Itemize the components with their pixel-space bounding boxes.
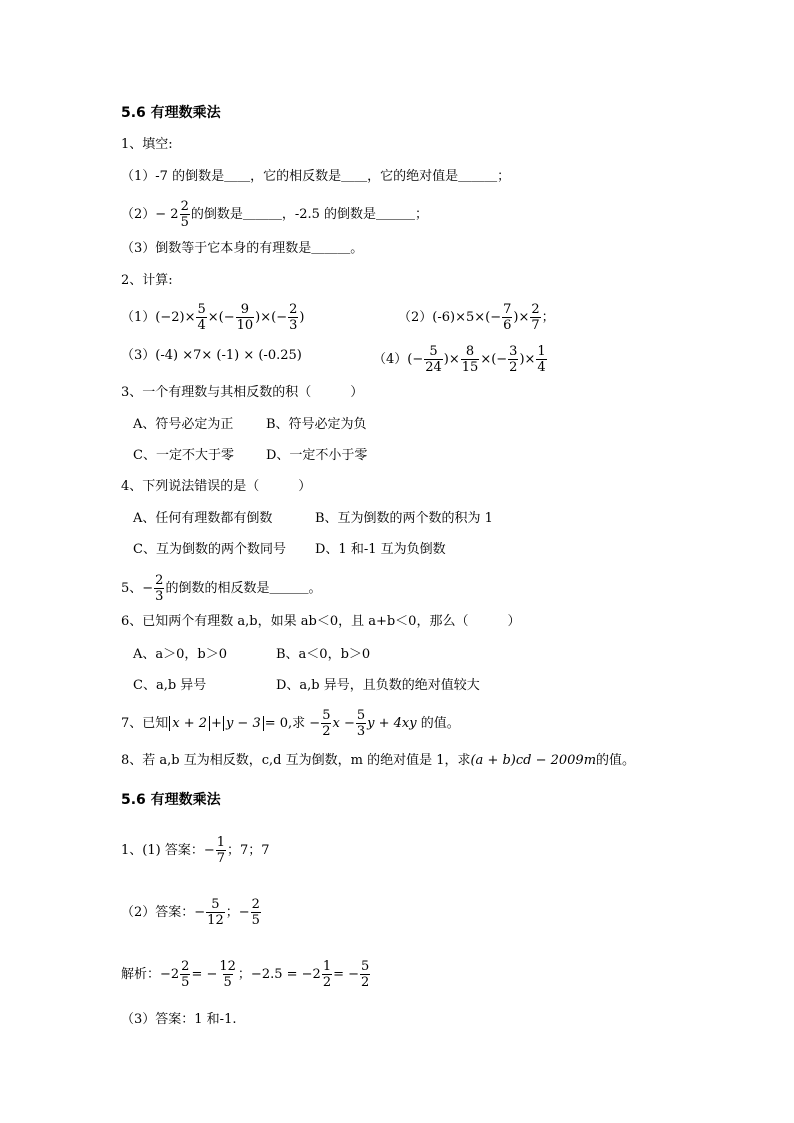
explanation-prefix: 解析：−2 xyxy=(121,967,180,982)
answer-1-1 xyxy=(121,836,270,865)
q7-mid: = 0,求 − xyxy=(264,716,321,731)
numerator: 3 xyxy=(509,344,518,359)
q2-part4-prefix: （4） xyxy=(373,352,408,367)
q3-label: 3、一个有理数与其相反数的积（ ） xyxy=(121,385,364,400)
numerator: 1 xyxy=(537,344,546,359)
explanation-mid: ；−2.5 = −2 xyxy=(237,967,321,982)
denominator: 6 xyxy=(503,318,512,333)
numerator: 1 xyxy=(216,835,225,850)
answer-1-2-explanation xyxy=(121,960,371,989)
q2-part2 xyxy=(398,303,555,332)
q5-fraction xyxy=(154,574,164,603)
explanation-equals: = − xyxy=(333,967,360,982)
q6-option-d: D、a,b 异号，且负数的绝对值较大 xyxy=(276,678,480,693)
denominator: 3 xyxy=(356,724,366,739)
q2-part1-op: ×(− xyxy=(207,310,235,325)
numerator: 5 xyxy=(356,708,366,723)
answer-1-2-fraction1 xyxy=(206,898,225,927)
answer-1-2-fraction2 xyxy=(251,898,261,927)
q5-prefix: 5、− xyxy=(121,581,154,596)
q2-part2-prefix: （2）(-6)×5×(− xyxy=(398,310,502,325)
q2-part3: （3）(-4) ×7× (-1) × (-0.25) xyxy=(121,348,302,363)
q2-part4-op: )× xyxy=(519,352,536,367)
q5-text: 的倒数的相反数是＿＿＿。 xyxy=(165,581,322,596)
numerator: 2 xyxy=(181,959,190,974)
q3-option-d: D、一定不小于零 xyxy=(266,448,368,463)
denominator: 3 xyxy=(289,318,298,333)
explanation-fraction4 xyxy=(360,960,370,989)
q2-part4 xyxy=(373,345,548,374)
denominator: 2 xyxy=(509,360,518,375)
explanation-fraction3 xyxy=(322,960,332,989)
q7-abs-y: y − 3 xyxy=(223,716,264,731)
numerator: 7 xyxy=(503,302,512,317)
q1-part2-fraction xyxy=(180,200,190,229)
explanation-fraction1 xyxy=(180,960,190,989)
q1-part2-prefix: （2） xyxy=(121,207,156,222)
q2-part4-op: ×(− xyxy=(480,352,508,367)
denominator: 24 xyxy=(425,360,442,375)
denominator: 4 xyxy=(537,360,546,375)
q2-part1-prefix: （1） xyxy=(121,310,156,325)
q4-option-a: A、任何有理数都有倒数 xyxy=(133,511,273,526)
numerator: 5 xyxy=(361,959,370,974)
answer-1-3: （3）答案：1 和-1. xyxy=(121,1012,237,1027)
numerator: 2 xyxy=(155,573,164,588)
q1-label: 1、填空: xyxy=(121,137,173,152)
numerator: 1 xyxy=(322,959,332,974)
denominator: 5 xyxy=(181,975,190,990)
denominator: 15 xyxy=(461,360,479,375)
q2-part4-fraction4 xyxy=(536,345,546,374)
numerator: 12 xyxy=(219,959,236,974)
numerator: 5 xyxy=(197,302,206,317)
q1-part2-minus: − 2 xyxy=(155,207,179,222)
q8 xyxy=(121,751,635,771)
q2-part1-term: (−2)× xyxy=(155,310,196,325)
q2-part4-op: )× xyxy=(443,352,460,367)
numerator: 5 xyxy=(429,344,438,359)
q1-part2-text: 的倒数是＿＿＿，-2.5 的倒数是＿＿＿； xyxy=(190,207,429,222)
denominator: 2 xyxy=(322,724,331,739)
q7-tail: y + 4xy xyxy=(367,716,417,731)
numerator: 5 xyxy=(211,897,220,912)
q6-option-b: B、a＜0，b＞0 xyxy=(276,647,371,662)
q2-part4-op: (− xyxy=(407,352,424,367)
q2-part2-op: )× xyxy=(513,310,530,325)
q2-part1 xyxy=(121,303,304,332)
q2-part2-fraction1 xyxy=(502,303,512,332)
q6-option-a: A、a＞0，b＞0 xyxy=(133,647,228,662)
answer-1-1-fraction xyxy=(216,836,226,865)
q7 xyxy=(121,709,460,738)
q2-part4-fraction3 xyxy=(508,345,518,374)
q1-part3: （3）倒数等于它本身的有理数是＿＿＿。 xyxy=(121,241,364,256)
denominator: 5 xyxy=(223,975,232,990)
explanation-fraction2 xyxy=(218,960,237,989)
numerator: 9 xyxy=(240,302,250,317)
denominator: 4 xyxy=(197,318,206,333)
denominator: 12 xyxy=(207,913,224,928)
q2-part2-fraction2 xyxy=(530,303,540,332)
q8-expression: (a + b)cd − 2009m xyxy=(470,753,597,768)
q7-prefix: 7、已知 xyxy=(121,716,169,731)
q8-text: 的值。 xyxy=(596,753,636,768)
q2-part1-op: )×(− xyxy=(255,310,288,325)
q3-option-c: C、一定不大于零 xyxy=(133,448,234,463)
answer-1-2 xyxy=(121,898,262,927)
q1-part2 xyxy=(121,200,428,229)
q2-part2-end: ； xyxy=(541,310,555,325)
q7-fraction2 xyxy=(356,709,366,738)
answer-1-1-prefix: 1、(1) 答案：− xyxy=(121,843,215,858)
q3-option-a: A、符号必定为正 xyxy=(133,417,234,432)
q8-prefix: 8、若 a,b 互为相反数，c,d 互为倒数，m 的绝对值是 1，求 xyxy=(121,753,471,768)
q7-abs-x: x + 2 xyxy=(169,716,210,731)
q4-option-c: C、互为倒数的两个数同号 xyxy=(133,542,286,557)
q7-x-term: x − xyxy=(332,716,355,731)
q2-part1-fraction1 xyxy=(196,303,206,332)
page-title: 5.6 有理数乘法 xyxy=(121,105,221,121)
q4-label: 4、下列说法错误的是（ ） xyxy=(121,479,312,494)
q7-fraction1 xyxy=(321,709,331,738)
denominator: 7 xyxy=(531,318,540,333)
numerator: 2 xyxy=(289,302,298,317)
q5 xyxy=(121,574,321,603)
q6-option-c: C、a,b 异号 xyxy=(133,678,207,693)
denominator: 2 xyxy=(322,975,332,990)
q1-part1: （1）-7 的倒数是＿＿，它的相反数是＿＿，它的绝对值是＿＿＿； xyxy=(121,169,511,184)
numerator: 8 xyxy=(465,344,475,359)
numerator: 2 xyxy=(251,897,260,912)
q2-part4-fraction2 xyxy=(461,345,480,374)
q2-part1-fraction3 xyxy=(288,303,298,332)
explanation-equals: = − xyxy=(191,967,218,982)
q2-part1-close: ) xyxy=(299,310,305,325)
q2-label: 2、计算: xyxy=(121,273,173,288)
denominator: 7 xyxy=(216,851,225,866)
numerator: 2 xyxy=(180,199,189,214)
denominator: 5 xyxy=(251,913,260,928)
q2-part4-fraction1 xyxy=(424,345,443,374)
answer-1-2-prefix: （2）答案：− xyxy=(121,905,206,920)
answer-1-1-text: ；7；7 xyxy=(227,843,270,858)
q2-part1-fraction2 xyxy=(236,303,255,332)
answer-1-2-mid: ；− xyxy=(225,905,250,920)
answers-title: 5.6 有理数乘法 xyxy=(121,792,221,808)
q6-label: 6、已知两个有理数 a,b，如果 ab＜0，且 a+b＜0，那么（ ） xyxy=(121,614,521,629)
denominator: 3 xyxy=(155,589,164,604)
q7-plus: + xyxy=(211,716,222,731)
q4-option-d: D、1 和-1 互为负倒数 xyxy=(315,542,446,557)
q3-option-b: B、符号必定为负 xyxy=(266,417,367,432)
denominator: 5 xyxy=(180,215,189,230)
denominator: 2 xyxy=(361,975,370,990)
numerator: 5 xyxy=(322,708,331,723)
q7-text: 的值。 xyxy=(416,716,460,731)
denominator: 10 xyxy=(236,318,254,333)
q4-option-b: B、互为倒数的两个数的积为 1 xyxy=(315,511,493,526)
numerator: 2 xyxy=(531,302,540,317)
